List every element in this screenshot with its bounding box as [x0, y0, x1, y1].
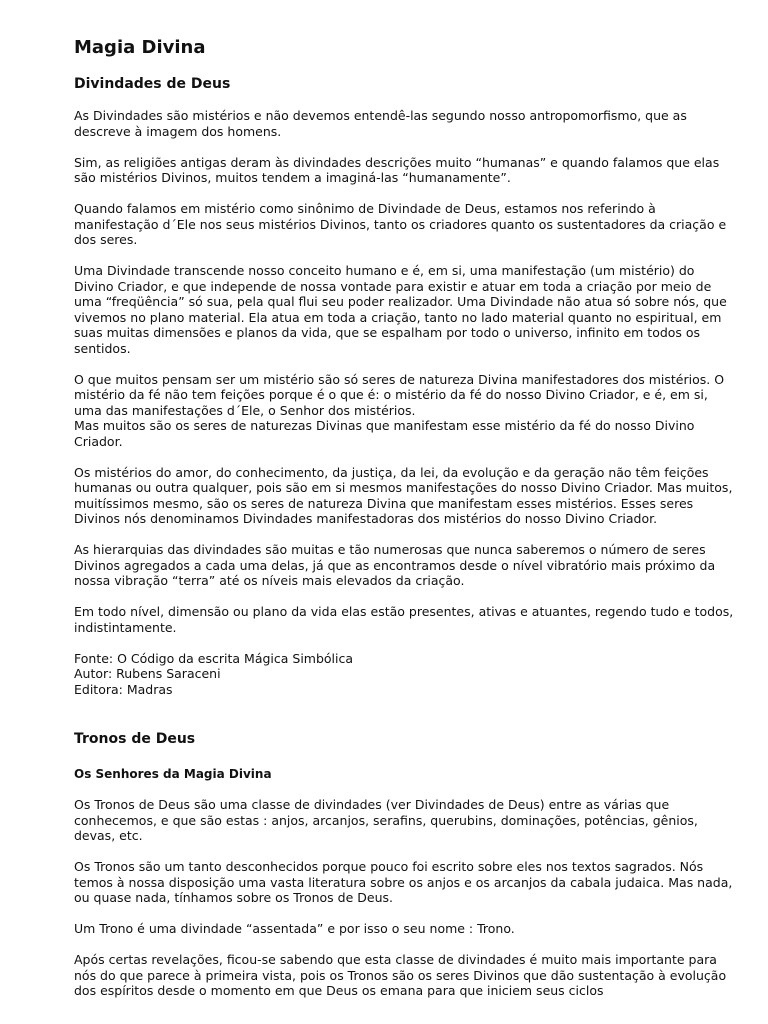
paragraph: Um Trono é uma divindade “assentada” e por isso o seu nome : Trono.: [74, 921, 515, 936]
paragraph: Uma Divindade transcende nosso conceito humano e é, em si, uma manifestação (um mistério) do Divino Criador, e que independe de nossa vontade para existir e atuar em toda a criação por meio de uma “freqüência” só sua, pela qual flui seu poder realizador. Uma Divindade não atua só sobre nós, que vivemos no plano material. Ela atua em toda a criação, tanto no lado material quanto no espiritual, em suas muitas dimensões e planos da vida, que se espalham por todo o universo, infinito em todos os sentidos.: [74, 263, 727, 356]
section-heading-divindades: Divindades de Deus: [74, 76, 231, 92]
paragraph: [74, 372, 734, 450]
paragraph: Em todo nível, dimensão ou plano da vida elas estão presentes, ativas e atuantes, regendo tudo e todos, indistintamente.: [74, 604, 734, 635]
paragraph: As Divindades são mistérios e não devemos entendê-las segundo nosso antropomorfismo, que as descreve à imagem dos homens.: [74, 108, 687, 139]
paragraph: Após certas revelações, ficou-se sabendo que esta classe de divindades é muito mais importante para nós do que parece à primeira vista, pois os Tronos são os seres Divinos que dão sustentação à evolução dos espíritos desde o momento em que Deus os emana para que iniciem seus ciclos: [74, 952, 727, 998]
paragraph: As hierarquias das divindades são muitas e tão numerosas que nunca saberemos o número de seres Divinos agregados a cada uma delas, já que as encontramos desde o nível vibratório mais próximo da nossa vibração “terra” até os níveis mais elevados da criação.: [74, 542, 716, 588]
paragraph: Quando falamos em mistério como sinônimo de Divindade de Deus, estamos nos referindo à manifestação d´Ele nos seus mistérios Divinos, tanto os criadores quanto os sustentadores da criação e dos seres.: [74, 201, 727, 247]
paragraph: Sim, as religiões antigas deram às divindades descrições muito “humanas” e quando falamos que elas são mistérios Divinos, muitos tendem a imaginá-las “humanamente”.: [74, 154, 720, 185]
source-citation: [74, 651, 734, 698]
paragraph: Os mistérios do amor, do conhecimento, da justiça, da lei, da evolução e da geração não têm feições humanas ou outra qualquer, pois são em si mesmos manifestações do nosso Divino Criador. Mas muitos, muitíssimos mesmo, são os seres de natureza Divina que manifestam esses mistérios. Esses seres Divinos nós denominamos Divindades manifestadoras dos mistérios do nosso Divino Criador.: [74, 464, 733, 526]
source-line: Fonte: O Código da escrita Mágica Simbólica: [74, 650, 354, 666]
paragraph-line: Mas muitos são os seres de naturezas Divinas que manifestam esse mistério da fé do nosso Divino Criador.: [74, 418, 695, 449]
publisher-line: Editora: Madras: [74, 681, 173, 697]
section-heading-tronos: Tronos de Deus: [74, 731, 196, 747]
paragraph-line: O que muitos pensam ser um mistério são só seres de natureza Divina manifestadores dos mistérios. O mistério da fé não tem feições porque é o que é: o mistério da fé do nosso Divino Criador, e é, em si, uma das manifestações d´Ele, o Senhor dos mistérios.: [74, 371, 725, 418]
section-subheading: Os Senhores da Magia Divina: [74, 767, 272, 781]
paragraph: Os Tronos de Deus são uma classe de divindades (ver Divindades de Deus) entre as várias que conhecemos, e que são estas : anjos, arcanjos, serafins, querubins, dominações, potências, gênios, devas, etc.: [74, 797, 698, 843]
author-line: Autor: Rubens Saraceni: [74, 666, 221, 681]
document-title: Magia Divina: [74, 37, 206, 58]
paragraph: Os Tronos são um tanto desconhecidos porque pouco foi escrito sobre eles nos textos sagrados. Nós temos à nossa disposição uma vasta literatura sobre os anjos e os arcanjos da cabala judaica. Mas nada, ou quase nada, tínhamos sobre os Tronos de Deus.: [74, 859, 733, 905]
